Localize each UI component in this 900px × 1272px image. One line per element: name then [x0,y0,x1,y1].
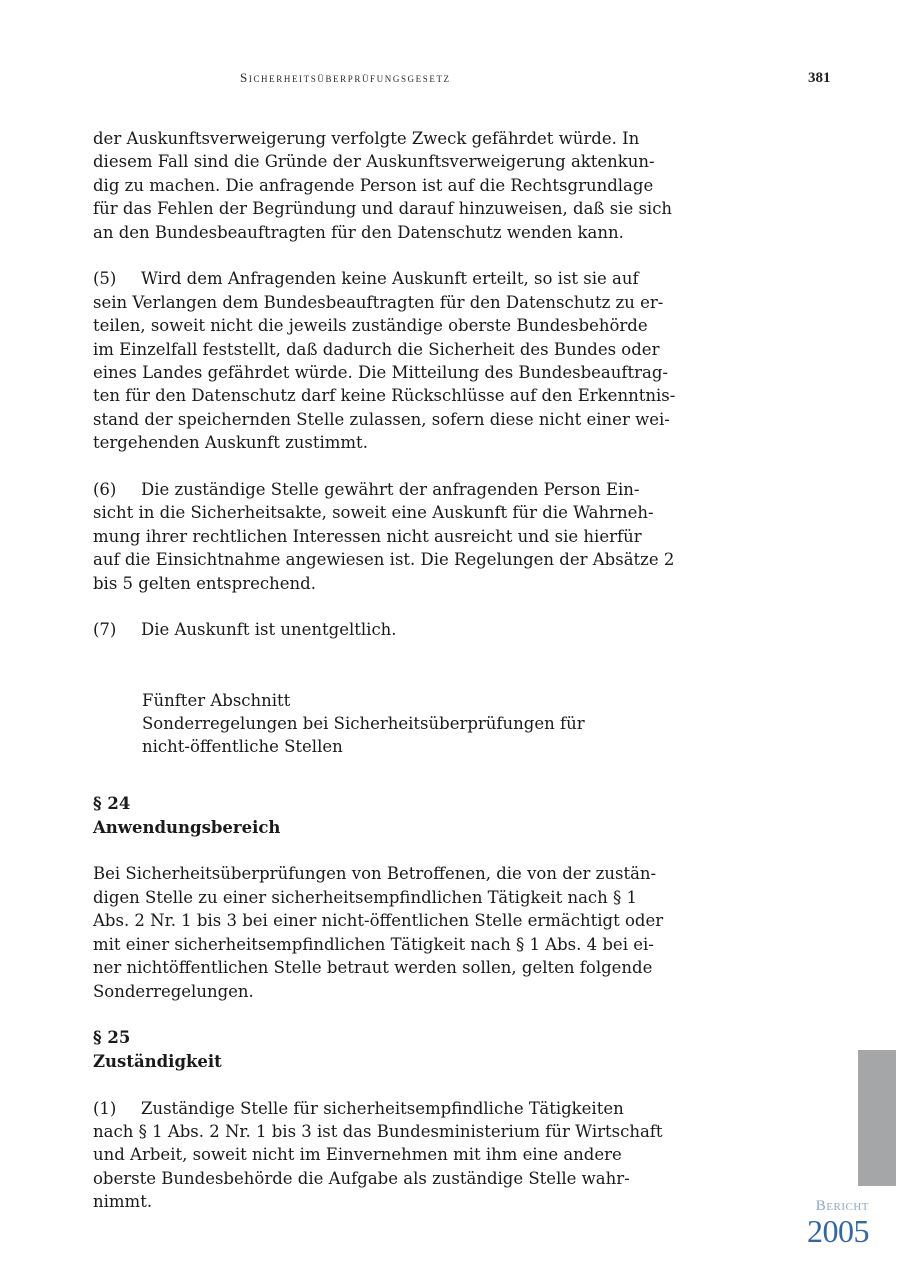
text-line: tergehenden Auskunft zustimmt. [93,433,368,453]
text-line: bis 5 gelten entsprechend. [93,573,316,593]
paragraph-number: (1) [93,1098,117,1118]
text-line-content: Die Auskunft ist unentgeltlich. [141,620,397,640]
section-label: Fünfter Abschnitt [142,690,291,710]
spacer [93,665,663,688]
text-line: ten für den Datenschutz darf keine Rückschlüsse auf den Erkenntnis- [93,386,676,406]
paragraph-number: (6) [93,480,117,500]
text-line: stand der speichernden Stelle zulassen, sofern diese nicht einer wei- [93,409,670,429]
article-24-heading [93,792,663,839]
text-line: Bei Sicherheitsüberprüfungen von Betroffenen, die von der zustän- [93,864,657,884]
text-line: auf die Einsichtnahme angewiesen ist. Die Regelungen der Absätze 2 [93,550,675,570]
paragraph-continuation [93,127,673,244]
logo-year: 2005 [807,1213,869,1249]
text-line: teilen, soweit nicht die jeweils zuständige oberste Bundesbehörde [93,316,648,336]
page-number: 381 [808,70,831,86]
article-24-text [93,862,663,1002]
text-line-content: Die zuständige Stelle gewährt der anfragenden Person Ein- [141,480,640,500]
text-line [93,267,663,290]
text-line: sicht in die Sicherheitsakte, soweit eine Auskunft für die Wahrneh- [93,503,654,523]
section-title: nicht-öffentliche Stellen [142,737,343,757]
logo-word: Bericht [815,1198,869,1214]
text-line-content: Zuständige Stelle für sicherheitsempfindliche Tätigkeiten [141,1098,624,1118]
article-number: § 24 [93,794,131,814]
text-line: ner nichtöffentlichen Stelle betraut werden sollen, gelten folgende [93,958,653,978]
paragraph-6 [93,478,675,595]
text-line: oberste Bundesbehörde die Aufgabe als zuständige Stelle wahr- [93,1168,630,1188]
spacer [93,782,663,792]
text-line: für das Fehlen der Begründung und darauf hinzuweisen, daß sie sich [93,199,673,219]
text-line-content: Wird dem Anfragenden keine Auskunft erteilt, so ist sie auf [141,269,639,289]
text-line: nach § 1 Abs. 2 Nr. 1 bis 3 ist das Bundesministerium für Wirtschaft [93,1121,663,1141]
text-line [93,618,663,641]
article-25-heading [93,1026,663,1073]
text-line: nimmt. [93,1192,153,1212]
text-line: an den Bundesbeauftragten für den Datenschutz wenden kann. [93,222,624,242]
article-25-paragraph-1 [93,1097,663,1214]
document-body [93,127,676,1237]
paragraph-7 [93,618,663,641]
text-line: der Auskunftsverweigerung verfolgte Zweck gefährdet würde. In [93,129,640,148]
text-line: sein Verlangen dem Bundesbeauftragten für den Datenschutz zu er- [93,292,664,312]
text-line: diesem Fall sind die Gründe der Auskunftsverweigerung aktenkun- [93,152,655,172]
text-line: eines Landes gefährdet würde. Die Mitteilung des Bundesbeauftrag- [93,363,668,383]
text-line: digen Stelle zu einer sicherheitsempfindlichen Tätigkeit nach § 1 [93,887,638,907]
article-title: Anwendungsbereich [93,817,281,837]
text-line: und Arbeit, soweit nicht im Einvernehmen mit ihm eine andere [93,1145,622,1165]
paragraph-number: (5) [93,269,117,289]
section-heading [93,689,663,759]
section-title: Sonderregelungen bei Sicherheitsüberprüfungen für [142,714,585,734]
text-line [93,478,663,501]
article-number: § 25 [93,1028,131,1048]
article-title: Zuständigkeit [93,1051,222,1071]
text-line: mit einer sicherheitsempfindlichen Tätigkeit nach § 1 Abs. 4 bei ei- [93,934,654,954]
paragraph-5 [93,267,676,454]
text-line [93,1097,663,1120]
paragraph-number: (7) [93,620,117,640]
text-line: Sonderregelungen. [93,981,254,1001]
running-title: Sicherheitsüberprüfungsgesetz [240,70,451,85]
text-line: dig zu machen. Die anfragende Person ist auf die Rechtsgrundlage [93,175,654,195]
chapter-tab-marker [858,1050,896,1186]
text-line: im Einzelfall feststellt, daß dadurch die Sicherheit des Bundes oder [93,339,660,359]
report-logo [797,1198,869,1247]
text-line: mung ihrer rechtlichen Interessen nicht ausreicht und sie hierfür [93,526,642,546]
text-line: Abs. 2 Nr. 1 bis 3 bei einer nicht-öffentlichen Stelle ermächtigt oder [93,911,664,931]
